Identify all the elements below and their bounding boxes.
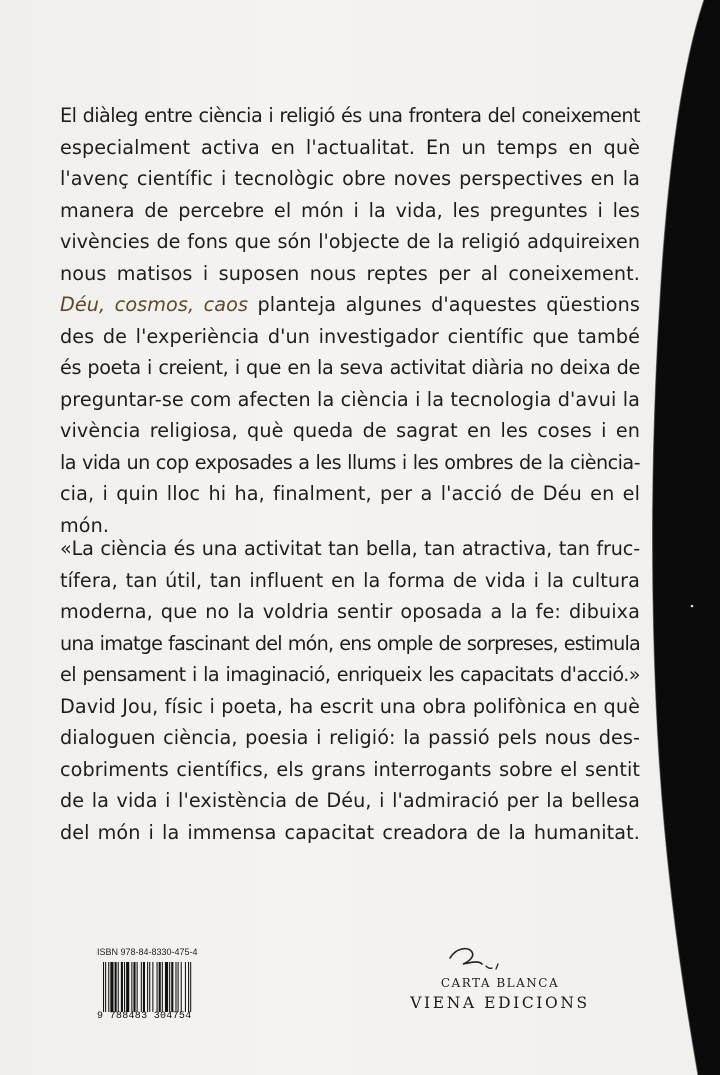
publisher-name: VIENA EDICIONS bbox=[410, 994, 590, 1012]
text-line: vivència religiosa, què queda de sagrat en les coses i en bbox=[60, 419, 640, 442]
text-line: tífera, tan útil, tan influent en la forma de vida i la cultura bbox=[60, 568, 640, 592]
star-dot bbox=[691, 605, 694, 608]
barcode-bar bbox=[133, 962, 135, 1012]
quote-paragraph bbox=[60, 533, 640, 848]
barcode-bar bbox=[105, 962, 106, 1012]
text-line: cia, i quin lloc hi ha, finalment, per a l'acció de Déu en el bbox=[60, 482, 640, 505]
publisher-mark bbox=[380, 938, 620, 1028]
text-fragment: planteja algunes d'aquestes qüestions bbox=[248, 293, 640, 316]
barcode-bar bbox=[103, 962, 104, 1012]
barcode-bar bbox=[137, 962, 138, 1012]
text-line: dialoguen ciència, poesia i religió: la passió pels nous des- bbox=[60, 726, 640, 749]
barcode-bar bbox=[162, 962, 163, 1012]
barcode-bar bbox=[185, 962, 186, 1012]
text-line bbox=[60, 289, 640, 321]
text-line: és poeta i creient, i que en la seva activitat diària no deixa de bbox=[60, 356, 640, 379]
text-line: especialment activa en l'actualitat. En un temps en què bbox=[60, 135, 640, 159]
text-line: el pensament i la imaginació, enriqueix les capacitats d'acció.» bbox=[60, 663, 640, 686]
text-line: preguntar-se com afecten la ciència i la tecnologia d'avui la bbox=[60, 387, 640, 411]
barcode-bar bbox=[115, 962, 117, 1012]
barcode-bar bbox=[171, 962, 173, 1012]
barcode-bar bbox=[169, 962, 170, 1012]
text-line: David Jou, físic i poeta, ha escrit una obra polifònica en què bbox=[60, 694, 640, 718]
barcode-bar bbox=[157, 962, 158, 1012]
text-line: món. bbox=[60, 513, 110, 537]
text-line: l'avenç científic i tecnològic obre noves perspectives en la bbox=[60, 167, 640, 190]
barcode-bar bbox=[118, 962, 119, 1012]
barcode-bar bbox=[108, 962, 109, 1012]
barcode-bar bbox=[124, 962, 125, 1012]
book-title: Déu, cosmos, caos bbox=[60, 293, 249, 316]
text-line: la vida un cop exposades a les llums i les ombres de la ciència- bbox=[60, 450, 640, 474]
text-line: des de l'experiència d'un investigador científic que també bbox=[60, 324, 640, 348]
text-line: moderna, que no la voldria sentir oposada a la fe: dibuixa bbox=[60, 600, 640, 623]
text-line: «La ciència és una activitat tan bella, tan atractiva, tan fruc- bbox=[60, 537, 640, 560]
isbn-barcode bbox=[97, 947, 232, 1027]
barcode-bar bbox=[110, 962, 113, 1012]
barcode-bar bbox=[159, 962, 161, 1012]
isbn-label: ISBN 978-84-8330-475-4 bbox=[97, 947, 198, 957]
barcode-bar bbox=[181, 962, 182, 1012]
barcode-bar bbox=[126, 962, 129, 1012]
publisher-logo-icon bbox=[420, 938, 520, 976]
text-line: nous matisos i suposen nous reptes per al coneixement. bbox=[60, 261, 640, 285]
barcode-bar bbox=[165, 962, 168, 1012]
barcode-bars bbox=[101, 962, 229, 1012]
barcode-bar bbox=[175, 962, 176, 1012]
text-line: manera de percebre el món i la vida, les preguntes i les bbox=[60, 198, 640, 222]
barcode-bar bbox=[131, 962, 132, 1012]
barcode-bar bbox=[147, 962, 148, 1012]
barcode-number: 9 788483 304754 bbox=[97, 1011, 192, 1022]
barcode-bar bbox=[152, 962, 153, 1012]
barcode-bar bbox=[121, 962, 123, 1012]
barcode-bar bbox=[141, 962, 142, 1012]
text-line: una imatge fascinant del món, ens omple de sorpreses, estimula bbox=[60, 631, 640, 655]
barcode-bar bbox=[149, 962, 150, 1012]
text-line: vivències de fons que són l'objecte de la religió adquireixen bbox=[60, 230, 640, 253]
barcode-bar bbox=[188, 962, 189, 1012]
intro-paragraph bbox=[60, 100, 640, 289]
imprint-name: CARTA BLANCA bbox=[440, 976, 560, 990]
text-line: El diàleg entre ciència i religió és una frontera del coneixement bbox=[60, 104, 640, 127]
text-line: del món i la immensa capacitat creadora de la humanitat. bbox=[60, 820, 640, 844]
text-line: cobriments científics, els grans interrogants sobre el sentit bbox=[60, 757, 640, 781]
barcode-bar bbox=[190, 962, 191, 1012]
book-description-paragraph bbox=[60, 289, 640, 541]
barcode-bar bbox=[143, 962, 145, 1012]
text-line: de la vida i l'existència de Déu, i l'admiració per la bellesa bbox=[60, 789, 640, 812]
barcode-bar bbox=[178, 962, 179, 1012]
